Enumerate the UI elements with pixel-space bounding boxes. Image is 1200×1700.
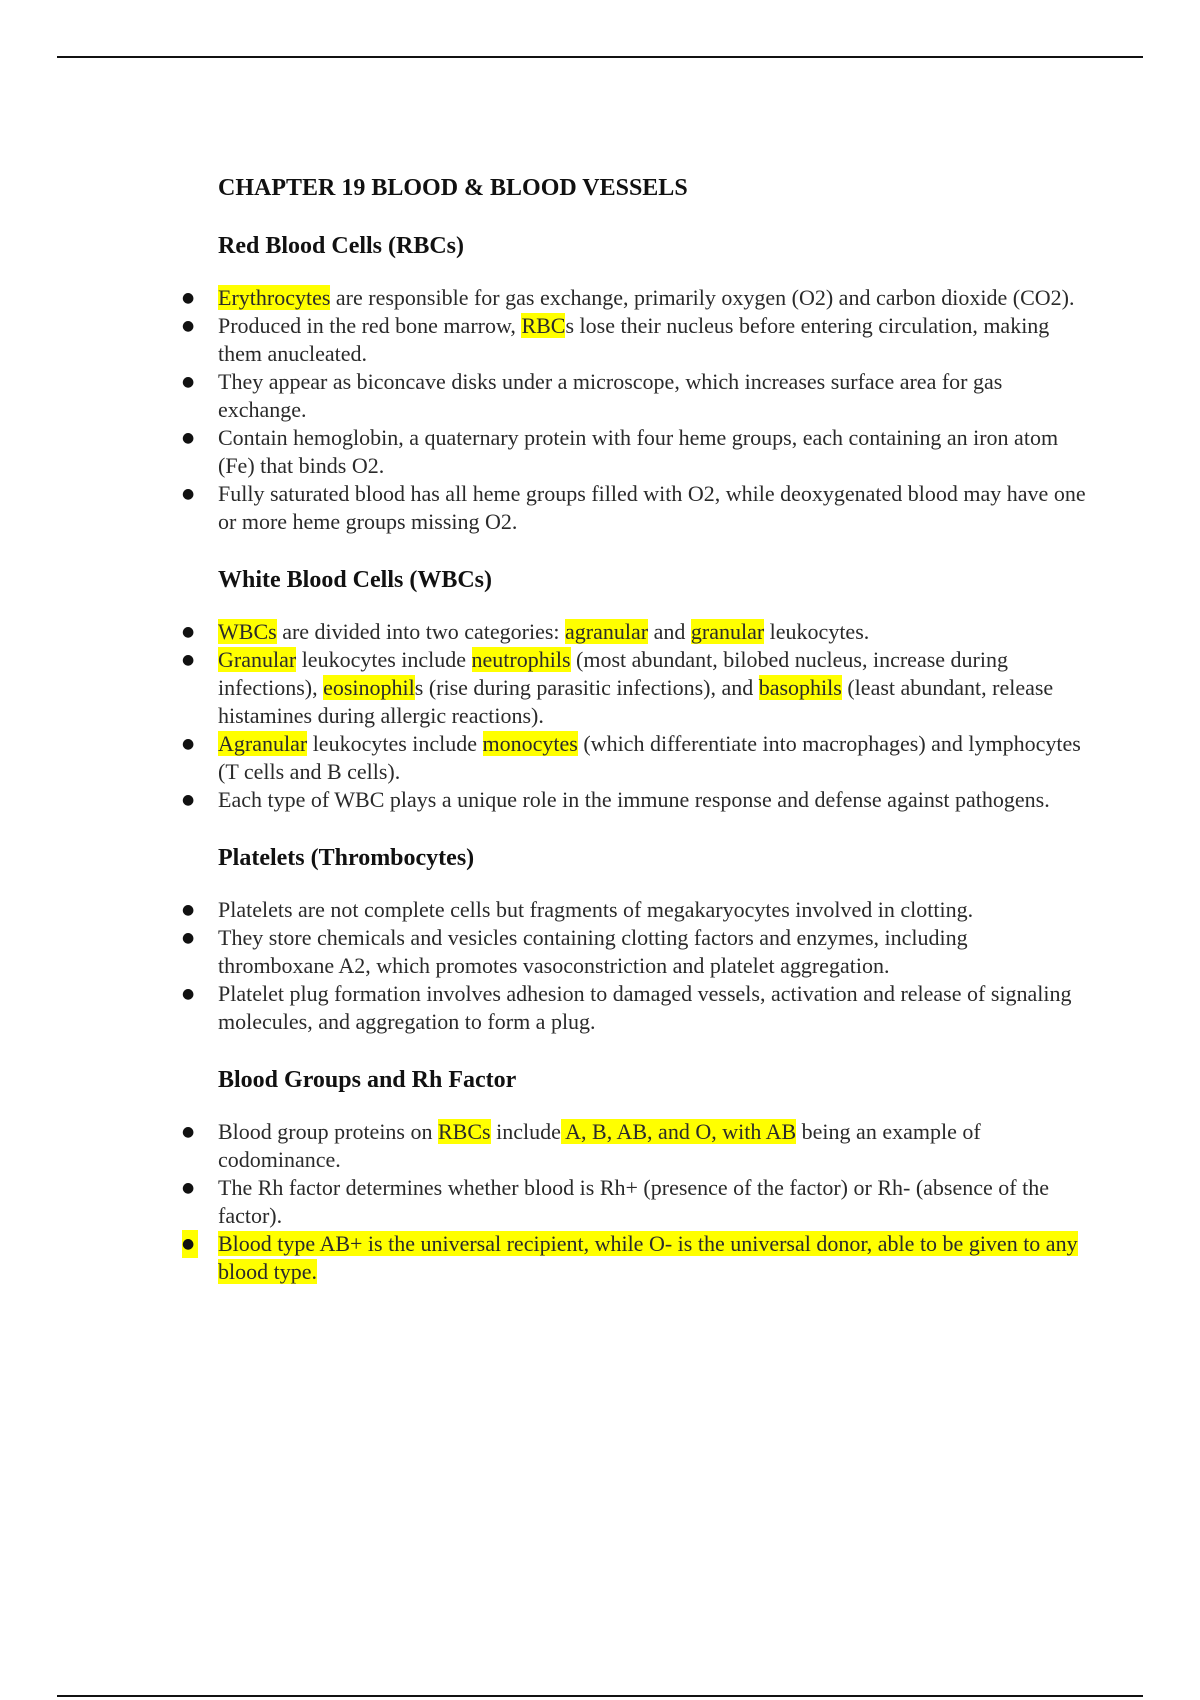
highlighted-text: Agranular	[218, 731, 308, 756]
text-segment: include	[490, 1119, 561, 1144]
highlighted-text: neutrophils	[471, 647, 571, 672]
list-item	[218, 1118, 1088, 1174]
highlighted-text: eosinophil	[323, 675, 415, 700]
highlighted-text: WBCs	[218, 619, 277, 644]
list-item	[218, 980, 1088, 1036]
text-segment: They appear as biconcave disks under a microscope, which increases surface area for gas exchange.	[218, 369, 1003, 422]
highlighted-text: agranular	[565, 619, 649, 644]
text-segment: Fully saturated blood has all heme groups filled with O2, while deoxygenated blood may have one or more heme groups missing O2.	[218, 481, 1086, 534]
bullet-list	[218, 896, 1088, 1036]
highlighted-text: Blood type AB+ is the universal recipient, while O- is the universal donor, able to be given to any blood type.	[218, 1231, 1078, 1284]
text-segment: Platelet plug formation involves adhesion to damaged vessels, activation and release of signaling molecules, and aggregation to form a plug.	[218, 981, 1072, 1034]
list-item	[218, 368, 1088, 424]
list-item	[218, 646, 1088, 730]
highlighted-text: granular	[690, 619, 765, 644]
section-heading: White Blood Cells (WBCs)	[218, 567, 493, 593]
list-item	[218, 480, 1088, 536]
list-item	[218, 730, 1088, 786]
text-segment: Platelets are not complete cells but fragments of megakaryocytes involved in clotting.	[218, 897, 974, 922]
text-segment: Contain hemoglobin, a quaternary protein with four heme groups, each containing an iron atom (Fe) that binds O2.	[218, 425, 1059, 478]
text-segment: (which differentiate into macrophages) and lymphocytes (T cells and B cells).	[218, 731, 1081, 784]
text-segment: are responsible for gas exchange, primarily oxygen (O2) and carbon dioxide (CO2).	[330, 285, 1075, 310]
text-segment: are divided into two categories:	[276, 619, 566, 644]
section-heading: Red Blood Cells (RBCs)	[218, 233, 465, 259]
highlighted-text: RBCs	[438, 1119, 491, 1144]
text-segment: s lose their nucleus before entering circulation, making them anucleated.	[218, 313, 1050, 366]
text-segment: leukocytes include	[296, 647, 472, 672]
bottom-rule	[57, 1695, 1143, 1697]
text-segment: (most abundant, bilobed nucleus, increase during infections),	[218, 647, 1008, 700]
top-rule	[57, 56, 1143, 58]
text-segment: leukocytes include	[307, 731, 483, 756]
list-item	[218, 284, 1088, 312]
list-item	[218, 618, 1088, 646]
text-segment: Each type of WBC plays a unique role in the immune response and defense against pathogens.	[218, 787, 1050, 812]
list-item	[218, 312, 1088, 368]
list-item	[218, 424, 1088, 480]
bullet-list	[218, 284, 1088, 536]
text-segment: s (rise during parasitic infections), and	[414, 675, 759, 700]
text-segment: Blood group proteins on	[218, 1119, 438, 1144]
text-segment: They store chemicals and vesicles containing clotting factors and enzymes, including thromboxane A2, which promotes vasoconstriction and platelet aggregation.	[218, 925, 968, 978]
text-segment: The Rh factor determines whether blood is Rh+ (presence of the factor) or Rh- (absence of the factor).	[218, 1175, 1049, 1228]
text-segment: leukocytes.	[764, 619, 870, 644]
highlighted-text: A, B, AB, and O, with AB	[560, 1119, 797, 1144]
highlighted-text: Granular	[218, 647, 297, 672]
section-heading: Platelets (Thrombocytes)	[218, 845, 475, 871]
list-item	[218, 1174, 1088, 1230]
list-item	[218, 924, 1088, 980]
bullet-list	[218, 618, 1088, 814]
chapter-title: CHAPTER 19 BLOOD & BLOOD VESSELS	[218, 175, 688, 201]
bullet-list	[218, 1118, 1088, 1286]
list-item	[218, 786, 1088, 814]
highlighted-text: basophils	[758, 675, 842, 700]
list-item	[218, 1230, 1088, 1286]
highlighted-text: RBC	[521, 313, 566, 338]
list-item	[218, 896, 1088, 924]
highlighted-text: Erythrocytes	[218, 285, 331, 310]
section-heading: Blood Groups and Rh Factor	[218, 1067, 517, 1093]
document-body	[218, 172, 1088, 1314]
text-segment: and	[648, 619, 691, 644]
highlighted-text: monocytes	[482, 731, 578, 756]
text-segment: (least abundant, release histamines during allergic reactions).	[218, 675, 1054, 728]
text-segment: being an example of codominance.	[218, 1119, 981, 1172]
text-segment: Produced in the red bone marrow,	[218, 313, 522, 338]
